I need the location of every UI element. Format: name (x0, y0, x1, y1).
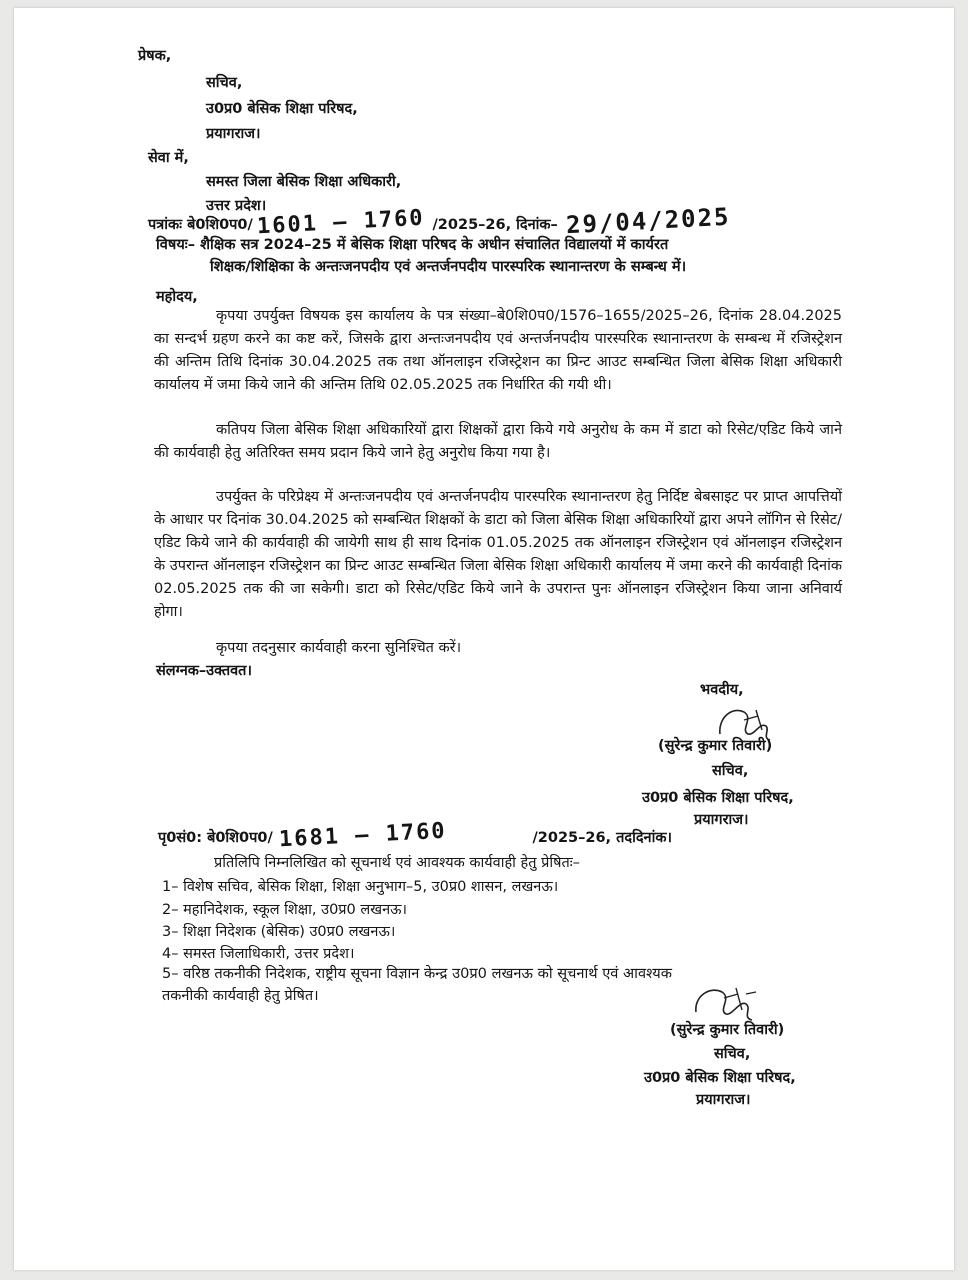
endorsement-prefix: पृ0सं0: बे0शि0प0/ (158, 830, 273, 846)
sender-label: प्रेषक, (138, 48, 172, 64)
handwritten-endorsement-number: 1681 — 1760 (278, 818, 447, 853)
copy-intro: प्रतिलिपि निम्नलिखित को सूचनार्थ एवं आवश्यक कार्यवाही हेतु प्रेषितः– (214, 855, 580, 871)
copy-item-2: 2– महानिदेशक, स्कूल शिक्षा, उ0प्र0 लखनऊ। (162, 902, 408, 918)
body-paragraph-2: कतिपय जिला बेसिक शिक्षा अधिकारियों द्वारा शिक्षकों द्वारा किये गये अनुरोध के कम में डाटा को रिसेट/एडिट किये जाने की कार्यवाही हेतु अतिरिक्त समय प्रदान किये जाने हेतु अनुरोध किया गया है। (154, 422, 842, 461)
copy-item-1: 1– विशेष सचिव, बेसिक शिक्षा, शिक्षा अनुभाग–5, उ0प्र0 शासन, लखनऊ। (162, 879, 559, 895)
signatory-2-designation: सचिव, (714, 1046, 751, 1062)
letter-page (14, 8, 954, 1270)
signatory-1-office: उ0प्र0 बेसिक शिक्षा परिषद, (642, 790, 794, 806)
copy-item-5-line-1: 5– वरिष्ठ तकनीकी निदेशक, राष्ट्रीय सूचना विज्ञान केन्द्र उ0प्र0 लखनऊ को सूचनार्थ एवं आवश्यक (162, 965, 672, 982)
sender-city: प्रयागराज। (206, 126, 261, 142)
recipient-officers: समस्त जिला बेसिक शिक्षा अधिकारी, (206, 174, 402, 190)
signatory-2-office: उ0प्र0 बेसिक शिक्षा परिषद, (644, 1070, 796, 1086)
sender-office: उ0प्र0 बेसिक शिक्षा परिषद, (206, 101, 358, 117)
copy-item-5-line-2: तकनीकी कार्यवाही हेतु प्रेषित। (162, 988, 319, 1004)
reference-middle: /2025–26, दिनांक– (432, 217, 558, 233)
copy-item-4: 4– समस्त जिलाधिकारी, उत्तर प्रदेश। (162, 946, 355, 962)
recipient-state: उत्तर प्रदेश। (206, 198, 267, 214)
enclosure: संलग्नक–उक्तवत। (156, 663, 252, 679)
sender-designation: सचिव, (206, 75, 243, 91)
endorsement-suffix: /2025–26, तददिनांक। (532, 830, 672, 846)
reference-prefix: पत्रांकः बे0शि0प0/ (148, 217, 253, 233)
handwritten-letter-number: 1601 — 1760 (256, 205, 426, 240)
body-paragraph-1: कृपया उपर्युक्त विषयक इस कार्यालय के पत्र संख्या–बे0शि0प0/1576–1655/2025–26, दिनांक 28.04.2025 का सन्दर्भ ग्रहण करने का कष्ट करें, जिसके द्वारा अन्तःजनपदीय एवं अन्तर्जनपदीय पारस्परिक स्थानान्तरण के सम्बन्ध में रजिस्ट्रेशन की अन्तिम तिथि दिनांक 30.04.2025 तक तथा ऑनलाइन रजिस्ट्रेशन का प्रिन्ट आउट सम्बन्धित जिला बेसिक शिक्षा अधिकारी कार्यालय में जमा किये जाने की अन्तिम तिथि 02.05.2025 तक निर्धारित की गयी थी। (154, 308, 842, 393)
copy-item-3: 3– शिक्षा निदेशक (बेसिक) उ0प्र0 लखनऊ। (162, 924, 396, 940)
body-paragraph-4: कृपया तदनुसार कार्यवाही करना सुनिश्चित करें। (216, 640, 462, 656)
body-paragraph-3: उपर्युक्त के परिप्रेक्ष्य में अन्तःजनपदीय एवं अन्तर्जनपदीय पारस्परिक स्थानान्तरण हेतु निर्दिष्ट बेबसाइट पर प्राप्त आपत्तियों के आधार पर दिनांक 30.04.2025 को सम्बन्धित शिक्षकों के डाटा को जिला बेसिक शिक्षा अधिकारियों द्वारा अपने लॉगिन से रिसेट/एडिट किये जाने की कार्यवाही की जायेगी साथ ही साथ दिनांक 01.05.2025 तक ऑनलाइन रजिस्ट्रेशन एवं ऑनलाइन रजिस्ट्रेशन के उपरान्त ऑनलाइन रजिस्ट्रेशन का प्रिन्ट आउट सम्बन्धित जिला बेसिक शिक्षा अधिकारी कार्यालय में जमा करने की कार्यवाही दिनांक 02.05.2025 तक की जा सकेगी। डाटा को रिसेट/एडिट किये जाने के उपरान्त पुनः ऑनलाइन रजिस्ट्रेशन किया जाना अनिवार्य होगा। (154, 489, 842, 620)
signatory-1-name: (सुरेन्द्र कुमार तिवारी) (658, 738, 773, 754)
signatory-2-city: प्रयागराज। (696, 1092, 751, 1108)
endorsement-reference (158, 818, 672, 853)
signatory-1-city: प्रयागराज। (694, 812, 749, 828)
handwritten-date: 29/04/2025 (565, 202, 731, 240)
closing: भवदीय, (700, 682, 744, 698)
salutation: महोदय, (156, 289, 198, 305)
subject-line-2: शिक्षक/शिक्षिका के अन्तःजनपदीय एवं अन्तर्जनपदीय पारस्परिक स्थानान्तरण के सम्बन्ध में। (210, 258, 687, 275)
signatory-1-designation: सचिव, (712, 763, 749, 779)
recipient-label: सेवा में, (148, 150, 189, 166)
subject-line-1: विषयः– शैक्षिक सत्र 2024–25 में बेसिक शिक्षा परिषद के अधीन संचालित विद्यालयों में कार्यरत (156, 236, 669, 253)
signatory-2-name: (सुरेन्द्र कुमार तिवारी) (670, 1022, 785, 1038)
